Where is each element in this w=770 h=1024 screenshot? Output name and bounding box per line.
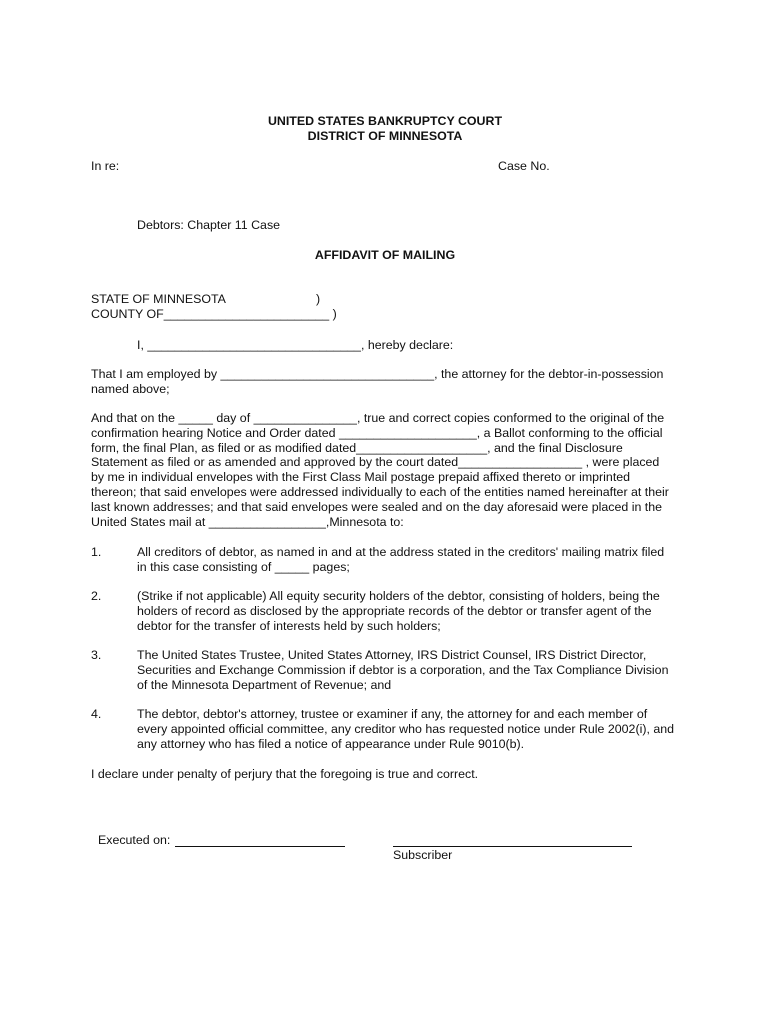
venue-state: STATE OF MINNESOTA (91, 292, 226, 306)
item-text: The United States Trustee, United States Attorney, IRS District Counsel, IRS District Director, Securities and Exchange Commission if debtor is a corporation, and the Tax Compliance Division of the Minnesota Department of Revenue; and (137, 648, 669, 692)
debtors-chapter-label: Debtors: Chapter 11 Case (137, 218, 281, 232)
item-number: 1. (91, 545, 102, 559)
mailing-paragraph: And that on the _____ day of _______________, true and correct copies conformed to the original of the confirmation hearing Notice and Order dated ____________________, a Ballot conforming to the official form, the final Plan, as filed or as modified dated___________________, and the final Disclosure Statement as filed or as amended and approved by the court dated__________________ , were placed by me in individual envelopes with the First Class Mail postage prepaid affixed thereto or imprinted thereon; that said envelopes were addressed individually to each of the entities named hereinafter at their last known addresses; and that said envelopes were sealed and on the day aforesaid were placed in the United States mail at _________________,Minnesota to: (91, 411, 669, 529)
case-number-label: Case No. (498, 159, 550, 173)
court-name: UNITED STATES BANKRUPTCY COURT (267, 114, 503, 128)
executed-date-line (175, 846, 345, 847)
perjury-declaration: I declare under penalty of perjury that the foregoing is true and correct. (91, 767, 479, 781)
employment-paragraph: That I am employed by _______________________________, the attorney for the debtor-in-possession named above; (91, 367, 664, 396)
affidavit-title: AFFIDAVIT OF MAILING (314, 248, 456, 262)
executed-on-label: Executed on: (98, 833, 171, 847)
item-text: (Strike if not applicable) All equity security holders of the debtor, consisting of holders, being the holders of record as disclosed by the appropriate records of the debtor or transfer agent of the debtor for the transfer of interests held by such holders; (137, 589, 660, 633)
item-text: All creditors of debtor, as named in and at the address stated in the creditors' mailing matrix filed in this case consisting of _____ pages; (137, 545, 665, 574)
item-number: 3. (91, 648, 102, 662)
item-number: 2. (91, 589, 102, 603)
subscriber-signature-line (393, 846, 632, 847)
in-re-label: In re: (91, 159, 120, 173)
district-name: DISTRICT OF MINNESOTA (307, 129, 463, 143)
subscriber-label: Subscriber (393, 848, 453, 862)
item-text: The debtor, debtor's attorney, trustee or examiner if any, the attorney for and each member of every appointed official committee, any creditor who has requested notice under Rule 2002(i), and any attorney who has filed a notice of appearance under Rule 9010(b). (137, 707, 675, 751)
venue-county: COUNTY OF________________________ ) (91, 307, 337, 321)
declarant-line: I, _______________________________, hereby declare: (137, 338, 454, 352)
item-number: 4. (91, 707, 102, 721)
venue-state-paren: ) (316, 292, 321, 306)
